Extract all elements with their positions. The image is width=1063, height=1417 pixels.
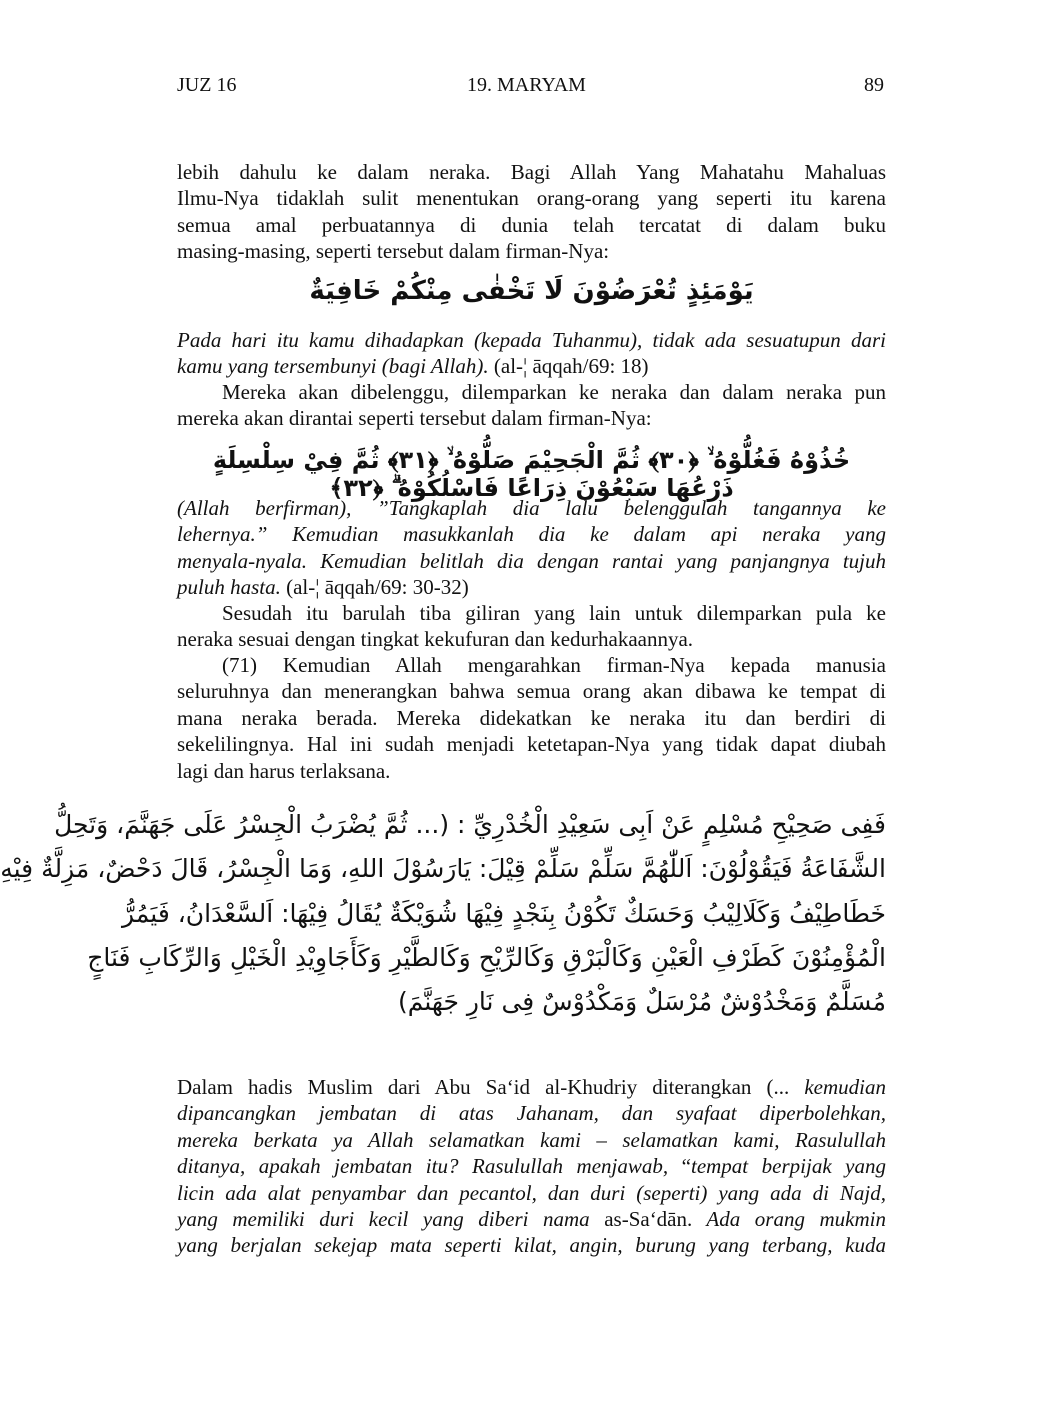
text-line: neraka sesuai dengan tingkat kekufuran dan kedurhakaannya.	[177, 627, 694, 652]
text-line: masing-masing, seperti tersebut dalam firman-Nya:	[177, 239, 610, 264]
text-line: lebih dahulu ke dalam neraka. Bagi Allah Yang Mahatahu Mahaluas	[177, 160, 886, 184]
paragraph-1	[177, 159, 886, 265]
paragraph-4	[177, 652, 886, 784]
text-segment: kemudian	[789, 1075, 886, 1099]
hadith-arabic	[0, 803, 886, 1024]
paragraph-2	[177, 379, 886, 432]
text-line: seluruhnya dan menerangkan bahwa semua orang akan dibawa ke tempat di	[177, 679, 886, 704]
text-line: lagi dan harus terlaksana.	[177, 758, 391, 783]
text-line: lehernya.” Kemudian masukkanlah dia ke dalam api neraka yang	[177, 522, 886, 547]
arabic-line: الْمُؤْمِنُوْنَ كَطَرْفِ الْعَيْنِ وَكَالْبَرْقِ وَكَالرِّيْحِ وَكَالطَّيْرِ وَكَأَجَاوِيْدِ الْخَيْلِ وَالرِّكَابِ فَنَاجٍ	[87, 942, 886, 972]
text-line: Ilmu-Nya tidaklah sulit menentukan orang-orang yang seperti itu karena	[177, 186, 886, 211]
text-line: dipancangkan jembatan di atas Jahanam, dan syafaat diperbolehkan,	[177, 1101, 886, 1126]
text-line: (71) Kemudian Allah mengarahkan firman-Nya kepada manusia	[222, 653, 886, 677]
quran-verses-30-32: خُذُوْهُ فَغُلُّوْهُ ۙ ﴿٣٠﴾ ثُمَّ الْجَحِيْمَ صَلُّوْهُ ۙ ﴿٣١﴾ ثُمَّ فِيْ سِلْسِلَةٍ ذَرْعُهَا سَبْعُوْنَ ذِرَاعًا فَاسْلُكُوْهُ ۗ ﴿٣٢﴾	[212, 446, 851, 502]
verse-reference: (al-¦ āqqah/69: 18)	[488, 354, 649, 379]
text-segment: as-Sa‘dān.	[604, 1207, 693, 1232]
text-segment: Ada orang mukmin	[692, 1207, 886, 1232]
text-line: puluh hasta.	[177, 575, 281, 600]
running-header-juz: JUZ 16	[177, 74, 237, 96]
text-line: Mereka akan dibelenggu, dilemparkan ke neraka dan dalam neraka pun	[222, 380, 886, 404]
text-segment: Dalam hadis Muslim dari Abu Sa‘id al-Khudriy diterangkan (...	[177, 1075, 790, 1099]
text-line: (Allah berfirman), ”Tangkaplah dia lalu belenggulah tangannya ke	[177, 496, 886, 520]
text-line: semua amal perbuatannya di dunia telah tercatat di dalam buku	[177, 212, 886, 237]
text-line: menyala-nyala. Kemudian belitlah dia dengan rantai yang panjangnya tujuh	[177, 548, 886, 573]
text-segment: yang memiliki duri kecil yang diberi nama	[177, 1207, 605, 1232]
paragraph-5	[177, 1074, 886, 1259]
arabic-line: خَطَاطِيْفُ وَكَلَالِيْبُ وَحَسَكٌ تَكُوْنُ بِنَجْدٍ فِيْهَا شُوَيْكَةٌ يُقَالُ فِيْهَا: اَلسَّعْدَانُ، فَيَمُرُّ	[122, 898, 886, 928]
text-line: Pada hari itu kamu dihadapkan (kepada Tuhanmu), tidak ada sesuatupun dari	[177, 328, 886, 352]
text-line: mana neraka berada. Mereka didekatkan ke neraka itu dan berdiri di	[177, 705, 886, 730]
text-line: Sesudah itu barulah tiba giliran yang lain untuk dilemparkan pula ke	[222, 601, 886, 625]
text-segment: “	[681, 1154, 691, 1179]
text-segment: ditanya, apakah jembatan itu? Rasulullah menjawab,	[177, 1154, 682, 1179]
text-line: mereka akan dirantai seperti tersebut dalam firman-Nya:	[177, 406, 652, 431]
paragraph-3	[177, 600, 886, 653]
text-line: sekelilingnya. Hal ini sudah menjadi ketetapan-Nya yang tidak dapat diubah	[177, 732, 886, 757]
verse-reference: (al-¦ āqqah/69: 30-32)	[280, 575, 469, 600]
text-line: licin ada alat penyambar dan pecantol, dan duri (seperti) yang ada di Najd,	[177, 1180, 886, 1205]
arabic-line: فَفِى صَحِيْحِ مُسْلِمٍ عَنْ اَبِى سَعِيْدِ الْخُدْرِيِّ : (... ثُمَّ يُضْرَبُ الْجِسْرُ عَلَى جَهَنَّمَ، وَتَحِلُّ	[54, 810, 886, 839]
running-header-surah: 19. MARYAM	[467, 74, 586, 96]
translation-verses-30-32	[177, 495, 886, 601]
quran-verse-18: يَوْمَئِذٍ تُعْرَضُوْنَ لَا تَخْفٰى مِنْكُمْ خَافِيَةٌ	[309, 276, 754, 306]
text-line: yang berjalan sekejap mata seperti kilat, angin, burung yang terbang, kuda	[177, 1233, 886, 1258]
text-line: kamu yang tersembunyi (bagi Allah).	[177, 354, 489, 379]
arabic-line: مُسَلَّمٌ وَمَخْدُوْشٌ مُرْسَلٌ وَمَكْدُوْسٌ فِى نَارِ جَهَنَّمَ)	[397, 987, 886, 1017]
text-segment: tempat berpijak yang	[690, 1154, 887, 1179]
text-line: mereka berkata ya Allah selamatkan kami – selamatkan kami, Rasulullah	[177, 1127, 886, 1152]
translation-verse-18	[177, 327, 886, 380]
arabic-line: الشَّفَاعَةُ فَيَقُوْلُوْنَ: اَللّٰهُمَّ سَلِّمْ سَلِّمْ قِيْلَ: يَارَسُوْلَ اللهِ، وَمَا الْجِسْرُ، قَالَ دَحْضٌ، مَزِلَّةٌ فِيْهِ	[0, 854, 886, 884]
page-number: 89	[864, 74, 884, 96]
